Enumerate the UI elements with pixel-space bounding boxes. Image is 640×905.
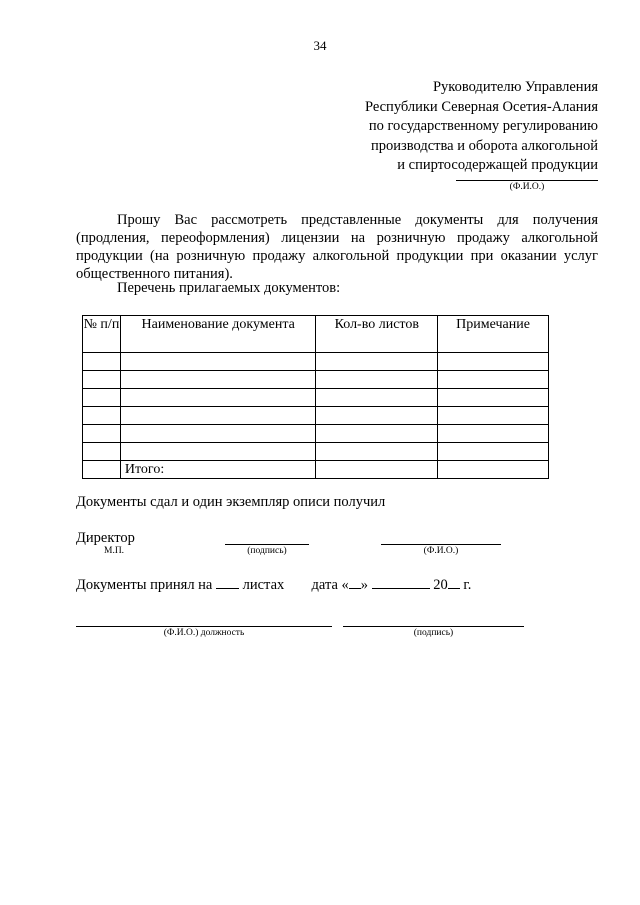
table-cell[interactable] — [438, 389, 549, 407]
director-signature-caption: (подпись) — [247, 546, 287, 556]
page-number: 34 — [313, 38, 327, 53]
table-cell[interactable] — [316, 461, 438, 479]
director-signature-line[interactable] — [225, 544, 309, 545]
table-cell[interactable] — [83, 407, 121, 425]
date-year-field[interactable] — [448, 576, 460, 589]
table-cell[interactable] — [316, 425, 438, 443]
acceptor-signature-caption: (подпись) — [413, 628, 454, 638]
addressee-line: Руководителю Управления — [432, 79, 598, 95]
documents-table — [82, 315, 549, 479]
request-paragraph — [76, 211, 598, 283]
addressee-line: Республики Северная Осетия-Алания — [364, 98, 598, 115]
addressee-line: по государственному регулированию — [368, 118, 598, 134]
table-cell[interactable] — [316, 353, 438, 371]
request-text: Прошу Вас рассмотреть представленные документы для получения (продления, переоформления) лицензии на розничную продажу алкогольной продукции (на розничную продажу алкогольной продукции при оказании услуг общественного питания). — [76, 212, 598, 282]
table-cell[interactable] — [316, 407, 438, 425]
table-cell[interactable] — [83, 425, 121, 443]
table-cell[interactable] — [120, 443, 316, 461]
table-cell[interactable] — [83, 371, 121, 389]
table-cell[interactable] — [438, 425, 549, 443]
table-cell[interactable] — [438, 353, 549, 371]
table-header-row — [83, 316, 549, 353]
header-number: № п/п — [83, 316, 121, 353]
table-row — [83, 389, 549, 407]
table-row — [83, 371, 549, 389]
table-total-row — [83, 461, 549, 479]
sheets-count-field[interactable] — [216, 576, 239, 589]
table-row — [83, 443, 549, 461]
table-row — [83, 353, 549, 371]
addressee-line: производства и оборота алкогольной — [371, 137, 598, 154]
date-close-quote: » — [360, 577, 369, 593]
director-fio-line[interactable] — [381, 544, 501, 545]
table-cell[interactable] — [83, 353, 121, 371]
table-cell[interactable] — [120, 407, 316, 425]
director-fio-caption: (Ф.И.О.) — [423, 546, 459, 556]
header-document-name: Наименование документа — [120, 316, 316, 353]
addressee-line: и спиртосодержащей продукции — [397, 157, 598, 173]
acceptance-line — [76, 576, 471, 594]
table-cell[interactable] — [120, 371, 316, 389]
header-sheet-count: Кол-во листов — [316, 316, 438, 353]
table-row — [83, 425, 549, 443]
acceptor-fio-position-caption: (Ф.И.О.) должность — [163, 628, 245, 638]
table-cell[interactable] — [120, 389, 316, 407]
acceptor-fio-position-line[interactable] — [76, 626, 332, 627]
year-prefix: 20 — [433, 577, 448, 593]
table-cell[interactable] — [83, 461, 121, 479]
documents-list-title: Перечень прилагаемых документов: — [117, 280, 341, 296]
date-label: дата « — [311, 577, 349, 593]
table-cell[interactable] — [438, 443, 549, 461]
acceptor-signature-line[interactable] — [343, 626, 524, 627]
year-suffix: г. — [463, 577, 472, 593]
receipt-statement: Документы сдал и один экземпляр описи получил — [76, 494, 386, 510]
table-row — [83, 407, 549, 425]
date-day-field[interactable] — [349, 576, 361, 589]
stamp-label: М.П. — [104, 546, 125, 556]
table-cell[interactable] — [316, 443, 438, 461]
addressee-block — [365, 78, 598, 176]
table-cell[interactable] — [120, 425, 316, 443]
total-label: Итого: — [120, 461, 316, 479]
table-cell[interactable] — [316, 389, 438, 407]
addressee-fio-line[interactable] — [456, 180, 598, 181]
table-cell[interactable] — [438, 371, 549, 389]
table-cell[interactable] — [438, 461, 549, 479]
table-cell[interactable] — [83, 389, 121, 407]
director-label: Директор — [76, 530, 135, 546]
date-month-field[interactable] — [372, 576, 430, 589]
acceptance-prefix: Документы принял на — [76, 577, 213, 593]
table-cell[interactable] — [83, 443, 121, 461]
table-cell[interactable] — [438, 407, 549, 425]
sheets-word: листах — [242, 577, 285, 593]
header-note: Примечание — [438, 316, 549, 353]
table-cell[interactable] — [120, 353, 316, 371]
addressee-fio-caption: (Ф.И.О.) — [509, 182, 545, 192]
table-cell[interactable] — [316, 371, 438, 389]
